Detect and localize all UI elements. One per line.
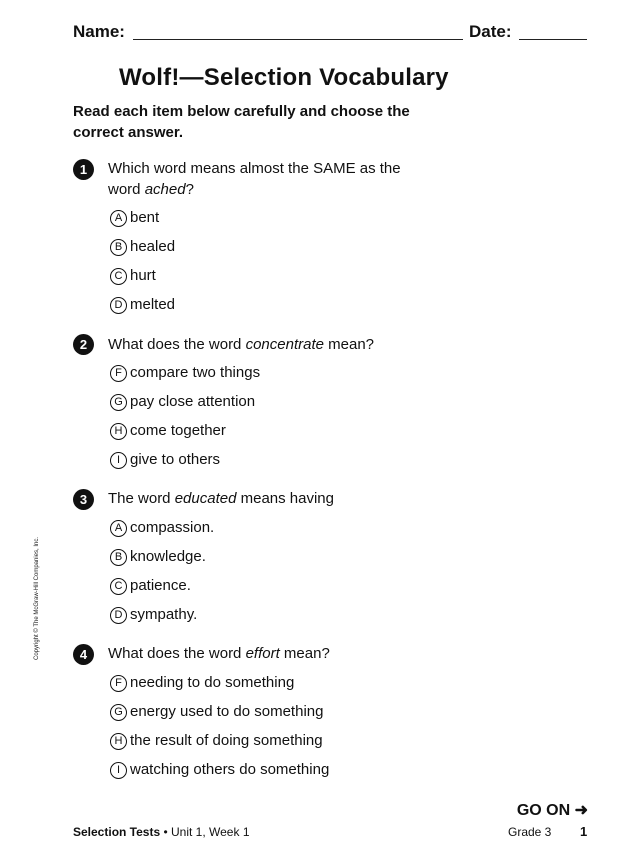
answer-bubble[interactable]: D (110, 297, 127, 314)
footer-test-info: Selection Tests • Unit 1, Week 1 (73, 825, 250, 839)
question-text: What does the word concentrate mean? (108, 336, 375, 353)
answer-bubble[interactable]: G (110, 704, 127, 721)
answer-bubble[interactable]: A (110, 210, 127, 227)
answer-bubble[interactable]: I (110, 762, 127, 779)
answer-bubble[interactable]: A (110, 520, 127, 537)
name-line[interactable] (133, 39, 463, 40)
answer-bubble[interactable]: G (110, 394, 127, 411)
answer-bubble[interactable]: C (110, 268, 127, 285)
question-number: 2 (73, 334, 94, 355)
footer-grade: Grade 3 (508, 825, 552, 839)
answer-bubble[interactable]: F (110, 365, 127, 382)
answer-bubble[interactable]: H (110, 733, 127, 750)
answer-option[interactable]: H the result of doing something (110, 731, 323, 751)
answer-option[interactable]: F compare two things (110, 363, 260, 383)
answer-option[interactable]: D melted (110, 295, 175, 315)
question-text: The word educated means having (108, 490, 334, 507)
answer-option[interactable]: B healed (110, 237, 175, 257)
answer-option[interactable]: I give to others (110, 450, 220, 470)
answer-bubble[interactable]: D (110, 607, 127, 624)
go-on-label: GO ON ➜ (516, 802, 588, 819)
answer-option[interactable]: C patience. (110, 576, 191, 596)
date-line[interactable] (519, 39, 587, 40)
answer-option[interactable]: G pay close attention (110, 392, 255, 412)
answer-bubble[interactable]: B (110, 239, 127, 256)
page-number: 1 (580, 824, 588, 839)
copyright-notice: Copyright © The McGraw-Hill Companies, Inc. (34, 536, 40, 660)
question-text: What does the word effort mean? (108, 645, 330, 662)
question-number: 3 (73, 489, 94, 510)
answer-bubble[interactable]: B (110, 549, 127, 566)
answer-option[interactable]: F needing to do something (110, 673, 294, 693)
answer-option[interactable]: G energy used to do something (110, 702, 323, 722)
answer-option[interactable]: A compassion. (110, 518, 214, 538)
answer-bubble[interactable]: C (110, 578, 127, 595)
name-label: Name: (73, 22, 125, 41)
question-text: Which word means almost the SAME as the word ached? (108, 160, 401, 198)
answer-option[interactable]: I watching others do something (110, 760, 329, 780)
answer-option[interactable]: H come together (110, 421, 226, 441)
instructions: Read each item below carefully and choose the correct answer. (73, 103, 410, 141)
question-number: 4 (73, 644, 94, 665)
answer-bubble[interactable]: H (110, 423, 127, 440)
question-number: 1 (73, 159, 94, 180)
answer-bubble[interactable]: I (110, 452, 127, 469)
answer-bubble[interactable]: F (110, 675, 127, 692)
answer-option[interactable]: B knowledge. (110, 547, 206, 567)
answer-option[interactable]: C hurt (110, 266, 156, 286)
answer-option[interactable]: A bent (110, 208, 159, 228)
date-label: Date: (469, 22, 512, 41)
answer-option[interactable]: D sympathy. (110, 605, 197, 625)
page-title: Wolf!—Selection Vocabulary (119, 64, 449, 91)
